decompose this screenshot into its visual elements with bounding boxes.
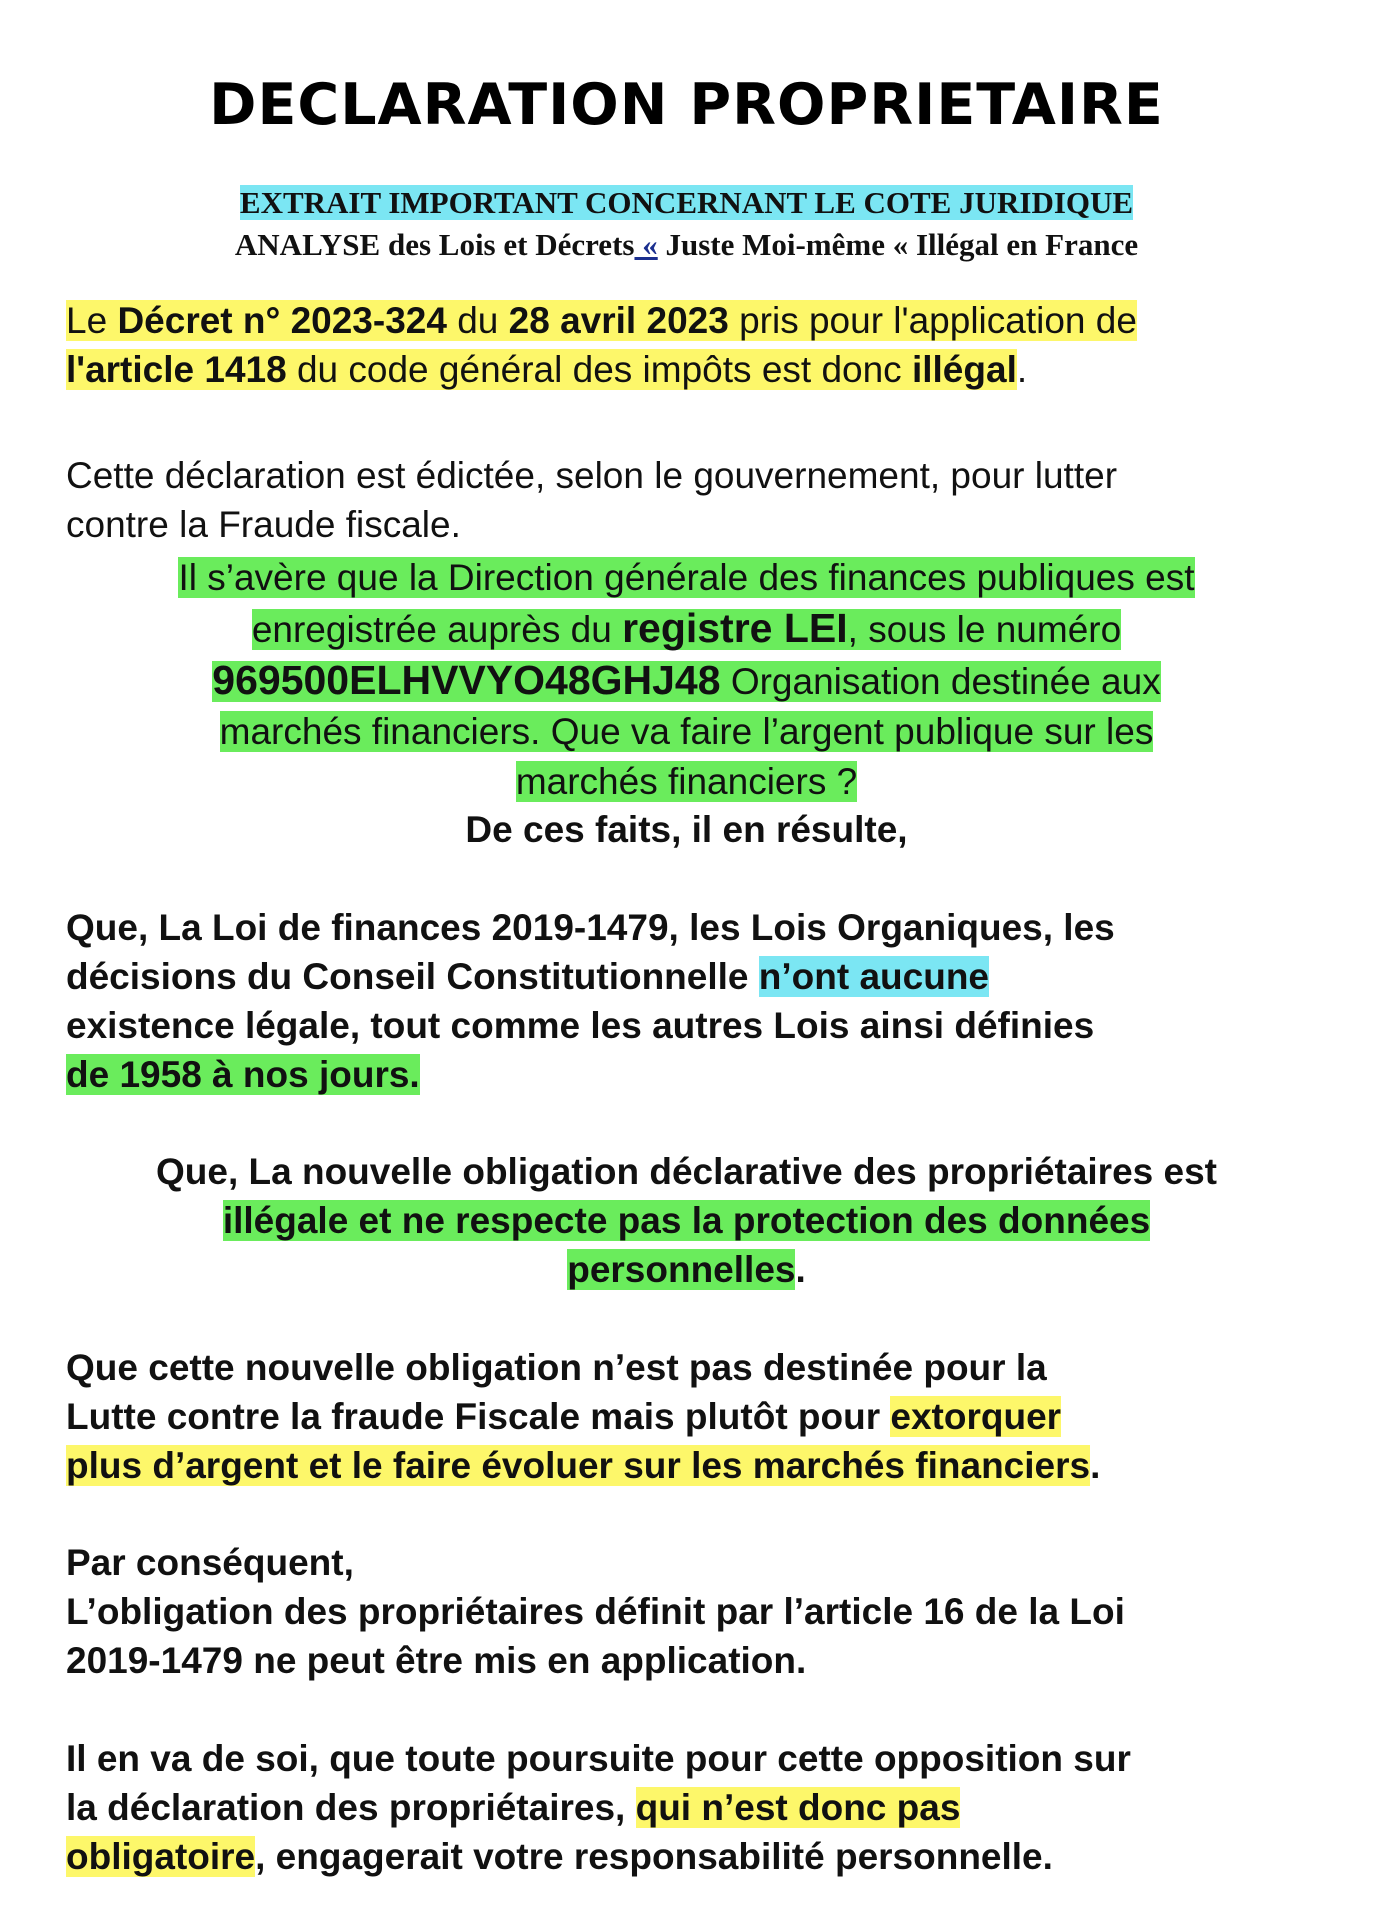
illegal-word: illégal xyxy=(911,349,1017,390)
paragraph-consequence xyxy=(66,1538,1316,1685)
text-segment: pris pour l'application de xyxy=(728,300,1137,341)
text-segment: . xyxy=(795,1249,806,1290)
highlight-yellow-text: obligatoire xyxy=(66,1836,256,1877)
text-segment: du code général des impôts est donc xyxy=(286,349,912,390)
paragraph-declaration xyxy=(66,451,1316,549)
subtitle-highlight: EXTRAIT IMPORTANT CONCERNANT LE COTE JURIDIQUE xyxy=(239,185,1134,220)
text-segment: du xyxy=(446,300,509,341)
paragraph-obligation xyxy=(40,1147,1333,1294)
highlight-green-text: personnelles xyxy=(567,1249,796,1290)
text-segment: la déclaration des propriétaires, xyxy=(66,1787,636,1828)
text-line: 2019-1479 ne peut être mis en application. xyxy=(66,1640,807,1681)
text-line: Par conséquent, xyxy=(66,1542,354,1583)
text-line: Que, La Loi de finances 2019-1479, les Lois Organiques, les xyxy=(66,907,1115,948)
text-segment: . xyxy=(1016,349,1028,390)
lei-registry: registre LEI xyxy=(622,605,848,651)
text-line: marchés financiers ? xyxy=(515,761,858,802)
subtitle-rest: Juste Moi-même « Illégal en France xyxy=(657,227,1139,262)
text-line: marchés financiers. Que va faire l’argent publique sur les xyxy=(219,711,1154,752)
lei-number: 969500ELHVVYO48GHJ48 xyxy=(212,657,721,703)
subtitle-line-1 xyxy=(0,185,1373,221)
text-segment: Organisation destinée aux xyxy=(720,661,1161,702)
paragraph-responsabilite xyxy=(66,1734,1316,1881)
text-segment: enregistrée auprès du xyxy=(251,609,623,650)
highlight-cyan-text: n’ont aucune xyxy=(758,956,990,997)
text-line: Il s’avère que la Direction générale des finances publiques est xyxy=(178,557,1195,598)
text-line: contre la Fraude fiscale. xyxy=(66,504,461,545)
highlight-yellow-text: plus d’argent et le faire évoluer sur les marchés financiers xyxy=(66,1445,1091,1486)
text-line: existence légale, tout comme les autres Lois ainsi définies xyxy=(66,1005,1095,1046)
text-segment: . xyxy=(1090,1445,1101,1486)
text-line: Que cette nouvelle obligation n’est pas destinée pour la xyxy=(66,1347,1047,1388)
paragraph-loi-finances xyxy=(66,903,1316,1099)
text-segment: , sous le numéro xyxy=(847,609,1122,650)
text-segment: Le xyxy=(66,300,118,341)
highlight-yellow-text: extorquer xyxy=(890,1396,1062,1437)
paragraph-lei xyxy=(40,553,1333,807)
text-segment: Lutte contre la fraude Fiscale mais plutôt pour xyxy=(66,1396,891,1437)
paragraph-decret xyxy=(66,296,1316,394)
text-line: Cette déclaration est édictée, selon le gouvernement, pour lutter xyxy=(66,455,1118,496)
article-ref: l'article 1418 xyxy=(66,349,287,390)
text-segment: décisions du Conseil Constitutionnelle xyxy=(66,956,759,997)
text-segment: , engagerait votre responsabilité personnelle. xyxy=(255,1836,1053,1877)
decret-number: Décret n° 2023-324 xyxy=(117,300,447,341)
highlight-yellow-text: qui n’est donc pas xyxy=(635,1787,961,1828)
decret-date: 28 avril 2023 xyxy=(508,300,729,341)
text-line: Il en va de soi, que toute poursuite pour cette opposition sur xyxy=(66,1738,1131,1779)
highlight-green-text: illégale et ne respecte pas la protection des données xyxy=(222,1200,1151,1241)
paragraph-extorsion xyxy=(66,1343,1316,1490)
text-line: Que, La nouvelle obligation déclarative des propriétaires est xyxy=(156,1151,1217,1192)
paragraph-conclusion-intro: De ces faits, il en résulte, xyxy=(465,809,908,850)
subtitle-line-2 xyxy=(0,227,1373,263)
text-line: L’obligation des propriétaires définit par l’article 16 de la Loi xyxy=(66,1591,1125,1632)
subtitle-analysis: ANALYSE des Lois et Décrets xyxy=(234,227,635,262)
document-title: DECLARATION PROPRIETAIRE xyxy=(209,72,1164,138)
highlight-green-text: de 1958 à nos jours. xyxy=(66,1054,420,1095)
subtitle-link[interactable]: « xyxy=(634,227,658,262)
